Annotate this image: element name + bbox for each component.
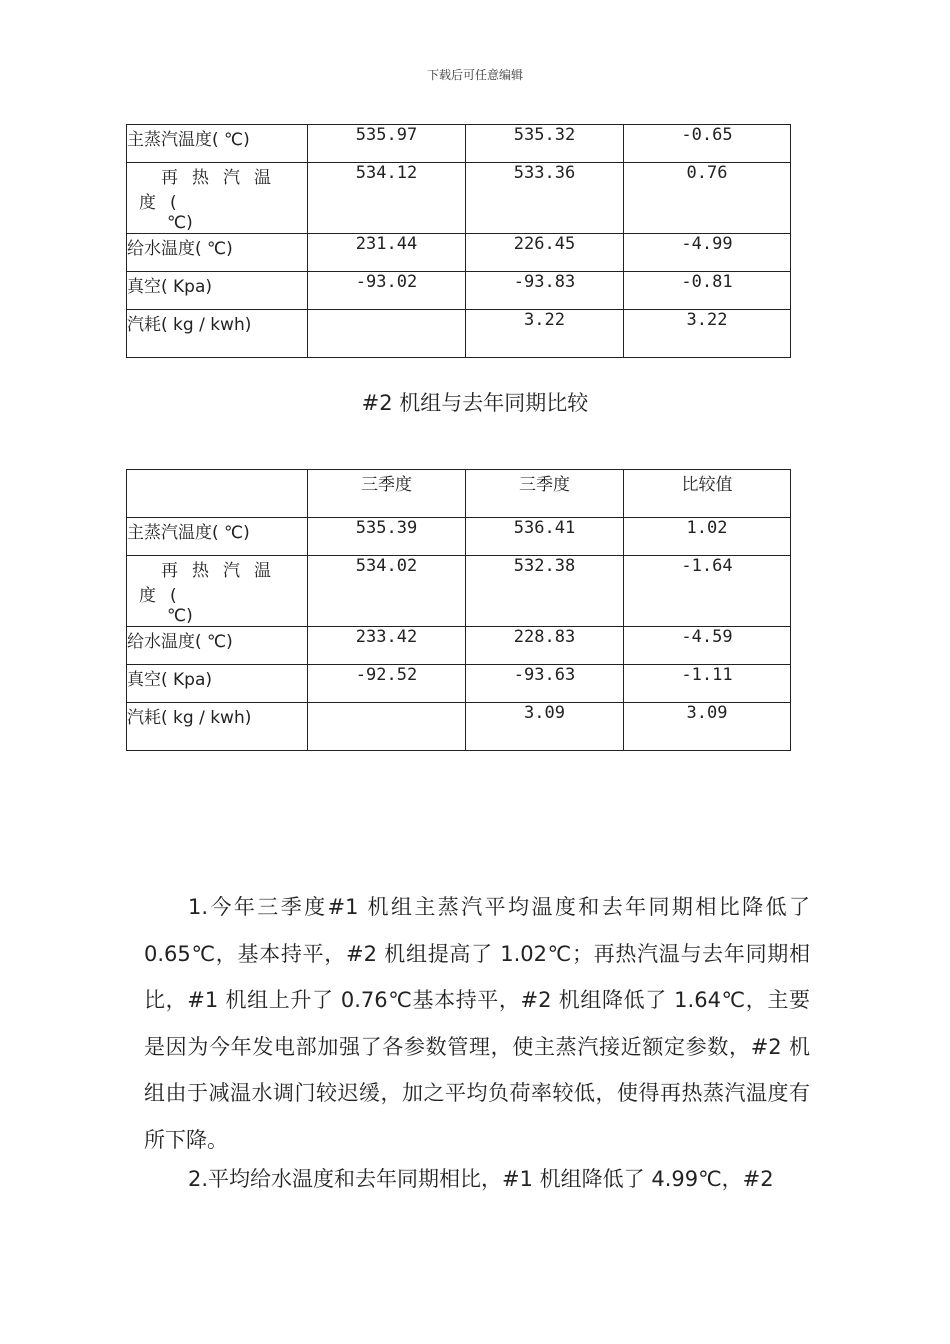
value-cell: 228.83 — [466, 627, 624, 665]
value-cell: 3.22 — [466, 310, 624, 358]
value-cell: 233.42 — [308, 627, 466, 665]
value-cell — [308, 310, 466, 358]
row-label: 给水温度( ℃) — [127, 234, 308, 272]
row-label — [127, 556, 308, 627]
row-label: 真空( Kpa) — [127, 665, 308, 703]
row-label: 汽耗( kg / kwh) — [127, 703, 308, 751]
value-cell: -93.63 — [466, 665, 624, 703]
analysis-paragraph-2: 2.平均给水温度和去年同期相比，#1 机组降低了 4.99℃，#2 — [188, 1167, 774, 1191]
row-label-line1: 再热汽温度( — [139, 168, 285, 213]
value-cell: 226.45 — [466, 234, 624, 272]
analysis-paragraph-1: 1.今年三季度#1 机组主蒸汽平均温度和去年同期相比降低了 0.65℃，基本持平，#2 机组提高了 1.02℃；再热汽温与去年同期相比，#1 机组上升了 0.76℃基本持平，#2 机组降低了 1.64℃，主要是因为今年发电部加强了各参数管理，使主蒸汽接近额定参数，#2 机组由于减温水调门较迟缓，加之平均负荷率较低，使得再热蒸汽温度有所下降。 — [144, 895, 810, 1152]
value-cell: 3.09 — [624, 703, 791, 751]
table-header-row — [127, 470, 791, 518]
row-label: 给水温度( ℃) — [127, 627, 308, 665]
page-header: 下载后可任意编辑 — [426, 68, 523, 82]
table-row — [127, 234, 791, 272]
table-row — [127, 556, 791, 627]
value-cell: 536.41 — [466, 518, 624, 556]
table-row — [127, 310, 791, 358]
table-row — [127, 272, 791, 310]
table-row — [127, 163, 791, 234]
row-label: 真空( Kpa) — [127, 272, 308, 310]
value-cell: -93.02 — [308, 272, 466, 310]
value-cell: -1.64 — [624, 556, 791, 627]
table-row — [127, 703, 791, 751]
value-cell: 534.02 — [308, 556, 466, 627]
value-cell: 534.12 — [308, 163, 466, 234]
value-cell: -0.65 — [624, 125, 791, 163]
value-cell: -4.99 — [624, 234, 791, 272]
value-cell: -1.11 — [624, 665, 791, 703]
row-label-line1: 再热汽温度( — [139, 561, 285, 606]
unit1-comparison-table — [126, 124, 791, 358]
value-cell: 3.22 — [624, 310, 791, 358]
value-cell — [308, 703, 466, 751]
value-cell: 533.36 — [466, 163, 624, 234]
row-label-line2: ℃) — [167, 213, 193, 233]
table-row — [127, 518, 791, 556]
value-cell: 3.09 — [466, 703, 624, 751]
row-label — [127, 163, 308, 234]
column-header — [127, 470, 308, 518]
value-cell: -0.81 — [624, 272, 791, 310]
table-row — [127, 125, 791, 163]
value-cell: 535.39 — [308, 518, 466, 556]
row-label: 主蒸汽温度( ℃) — [127, 125, 308, 163]
table-row — [127, 665, 791, 703]
unit2-comparison-table — [126, 469, 791, 751]
table-row — [127, 627, 791, 665]
column-header: 三季度 — [308, 470, 466, 518]
value-cell: -92.52 — [308, 665, 466, 703]
value-cell: 1.02 — [624, 518, 791, 556]
row-label: 汽耗( kg / kwh) — [127, 310, 308, 358]
section-title: #2 机组与去年同期比较 — [361, 391, 589, 415]
value-cell: 0.76 — [624, 163, 791, 234]
value-cell: -4.59 — [624, 627, 791, 665]
column-header: 比较值 — [624, 470, 791, 518]
column-header: 三季度 — [466, 470, 624, 518]
value-cell: 535.97 — [308, 125, 466, 163]
value-cell: 231.44 — [308, 234, 466, 272]
value-cell: 532.38 — [466, 556, 624, 627]
row-label-line2: ℃) — [167, 606, 193, 626]
value-cell: 535.32 — [466, 125, 624, 163]
row-label: 主蒸汽温度( ℃) — [127, 518, 308, 556]
value-cell: -93.83 — [466, 272, 624, 310]
